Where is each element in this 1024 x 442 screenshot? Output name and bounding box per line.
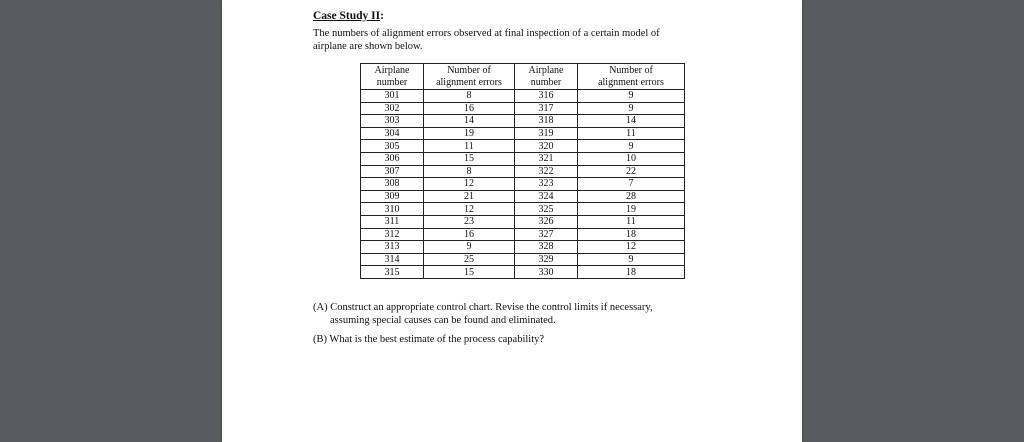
intro-paragraph (313, 27, 723, 53)
document-page (222, 0, 802, 442)
questions-section (313, 301, 733, 346)
question-b: (B) What is the best estimate of the process capability? (313, 334, 545, 345)
table-row: 302 16 317 9 (361, 102, 685, 115)
table-row: 313 9 328 12 (361, 241, 685, 254)
header-alignment-errors-2: Number of alignment errors (578, 64, 685, 90)
table-row: 306 15 321 10 (361, 152, 685, 165)
question-a-line-1: (A) Construct an appropriate control chart. Revise the control limits if necessary, (313, 302, 653, 313)
table-row: 308 12 323 7 (361, 178, 685, 191)
intro-line-1: The numbers of alignment errors observed at final inspection of a certain model of (313, 28, 660, 39)
alignment-errors-table (360, 63, 685, 279)
title-colon: : (380, 10, 384, 22)
case-study-title (313, 10, 384, 22)
table-row: 310 12 325 19 (361, 203, 685, 216)
table-row: 312 16 327 18 (361, 228, 685, 241)
intro-line-2: airplane are shown below. (313, 41, 423, 52)
table-row: 307 8 322 22 (361, 165, 685, 178)
table-body (361, 90, 685, 279)
table-row: 303 14 318 14 (361, 115, 685, 128)
table-row: 301 8 316 9 (361, 90, 685, 103)
table-row: 311 23 326 11 (361, 215, 685, 228)
header-airplane-number-2: Airplane number (515, 64, 578, 90)
table-row: 305 11 320 9 (361, 140, 685, 153)
table-row: 315 15 330 18 (361, 266, 685, 279)
question-a-line-2: assuming special causes can be found and eliminated. (330, 315, 556, 326)
table-header-row (361, 64, 685, 90)
title-text: Case Study II (313, 10, 381, 22)
header-alignment-errors-1: Number of alignment errors (424, 64, 515, 90)
header-airplane-number-1: Airplane number (361, 64, 424, 90)
table-row: 314 25 329 9 (361, 253, 685, 266)
table-row: 304 19 319 11 (361, 127, 685, 140)
table-row: 309 21 324 28 (361, 190, 685, 203)
